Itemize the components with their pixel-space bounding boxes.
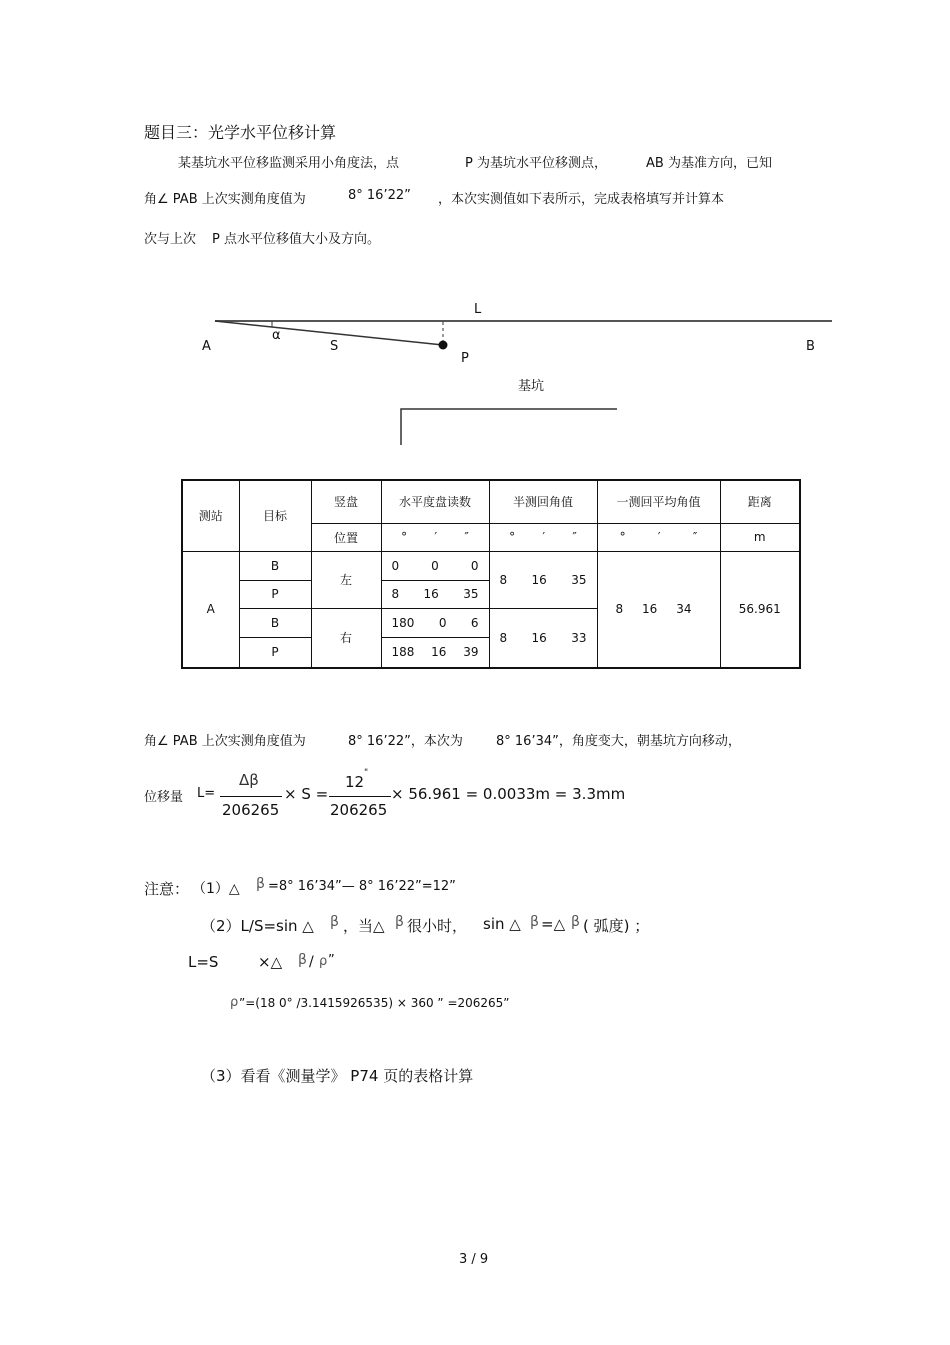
fraction2-bar xyxy=(329,796,391,797)
header-face-2: 位置 xyxy=(311,523,381,551)
intro-line1-b: P 为基坑水平位移测点， xyxy=(465,156,607,171)
fraction1-numerator: Δβ xyxy=(239,771,259,789)
formula-result: × 56.961 = 0.0033m = 3.3mm xyxy=(391,785,626,803)
note2-e: =△ xyxy=(541,915,566,933)
target-cell: B xyxy=(239,608,311,637)
note2-f: ( 弧度) ； xyxy=(583,917,650,935)
notes-label: 注意： xyxy=(144,880,190,898)
note2-beta3: β xyxy=(530,914,539,930)
header-mean-angle: 一测回平均角值 xyxy=(597,480,720,523)
observation-table xyxy=(181,479,801,669)
header-distance: 距离 xyxy=(720,480,800,523)
intro-line1-a: 某基坑水平位移监测采用小角度法，点 xyxy=(178,156,400,171)
units-distance: m xyxy=(720,523,800,551)
note2-b: ，当△ xyxy=(343,917,385,935)
face-right-cell: 右 xyxy=(311,608,381,668)
reading-cell: 8 16 35 xyxy=(381,580,489,608)
fraction1-bar xyxy=(220,796,282,797)
sightline-AP xyxy=(215,321,443,345)
label-P: P xyxy=(461,351,469,366)
result-line1-c: 8° 16’34”，角度变大，朝基坑方向移动， xyxy=(496,734,741,749)
label-L: L xyxy=(474,302,482,317)
formula-times-S: × S = xyxy=(284,785,329,803)
displacement-label: 位移量 xyxy=(144,790,184,805)
pit-outline xyxy=(401,409,617,445)
note3-beta: β xyxy=(298,952,307,968)
units-mean-angle: ° ′ ″ xyxy=(597,523,720,551)
header-face-1: 竖盘 xyxy=(311,480,381,523)
intro-line2-b: 8° 16’22” xyxy=(348,188,411,203)
target-cell: P xyxy=(239,580,311,608)
header-station: 测站 xyxy=(182,480,239,551)
note3-slash: / xyxy=(309,954,314,970)
units-hreading: ° ′ ″ xyxy=(381,523,489,551)
label-B: B xyxy=(806,339,815,354)
fraction2-denominator: 206265 xyxy=(330,801,388,819)
point-P-marker xyxy=(439,341,448,350)
note1-text: =8° 16’34”— 8° 16’22”=12” xyxy=(268,879,456,894)
displacement-diagram xyxy=(0,0,950,460)
note3-a: L=S xyxy=(188,953,219,971)
intro-line2-a: 角∠ PAB 上次实测角度值为 xyxy=(144,192,306,207)
label-alpha: α xyxy=(272,328,281,343)
label-A: A xyxy=(202,339,211,354)
note2-beta1: β xyxy=(330,914,339,930)
fraction1-denominator: 206265 xyxy=(222,801,280,819)
header-half-angle: 半测回角值 xyxy=(489,480,597,523)
note5: （3）看看《测量学》 P74 页的表格计算 xyxy=(201,1067,474,1085)
distance-cell: 56.961 xyxy=(720,551,800,668)
header-target: 目标 xyxy=(239,480,311,551)
page-number: 3 / 9 xyxy=(459,1252,489,1267)
note3-quote: ” xyxy=(328,953,335,968)
note2-c: 很小时， xyxy=(407,917,468,935)
label-S: S xyxy=(330,339,339,354)
target-cell: P xyxy=(239,637,311,668)
fraction2-numerator: 12 xyxy=(345,773,365,791)
reading-cell: 180 0 6 xyxy=(381,608,489,637)
intro-line2-c: ，本次实测值如下表所示，完成表格填写并计算本 xyxy=(438,192,725,207)
note3-b: ×△ xyxy=(258,953,283,971)
station-cell: A xyxy=(182,551,239,668)
half-angle-left-cell: 8 16 35 xyxy=(489,551,597,608)
intro-line3-b: P 点水平位移值大小及方向。 xyxy=(212,232,380,247)
mean-angle-cell: 8 16 34 xyxy=(597,551,720,668)
label-pit: 基坑 xyxy=(518,379,545,394)
units-half-angle: ° ′ ″ xyxy=(489,523,597,551)
note1-beta: β xyxy=(256,876,265,892)
reading-cell: 0 0 0 xyxy=(381,551,489,580)
result-line1-a: 角∠ PAB 上次实测角度值为 xyxy=(144,734,306,749)
note4-text: ”=(18 0° /3.1415926535) × 360 ” =206265” xyxy=(239,996,510,1010)
note1-prefix: （1）△ xyxy=(192,881,240,897)
note4-rho: ρ xyxy=(230,995,239,1010)
target-cell: B xyxy=(239,551,311,580)
intro-line1-c: AB 为基准方向，已知 xyxy=(646,156,772,171)
note2-a: （2）L/S=sin △ xyxy=(201,917,314,935)
intro-line3-a: 次与上次 xyxy=(144,232,197,247)
note3-rho: ρ xyxy=(319,954,328,969)
result-line1-b: 8° 16’22”，本次为 xyxy=(348,734,463,749)
formula-L-eq: L= xyxy=(197,786,216,801)
half-angle-right-cell: 8 16 33 xyxy=(489,608,597,668)
fraction2-second-mark: " xyxy=(364,768,369,778)
header-hreading: 水平度盘读数 xyxy=(381,480,489,523)
note2-beta2: β xyxy=(395,914,404,930)
note2-d: sin △ xyxy=(483,915,521,933)
reading-cell: 188 16 39 xyxy=(381,637,489,668)
face-left-cell: 左 xyxy=(311,551,381,608)
section-heading: 题目三：光学水平位移计算 xyxy=(144,123,337,142)
note2-beta4: β xyxy=(571,914,580,930)
